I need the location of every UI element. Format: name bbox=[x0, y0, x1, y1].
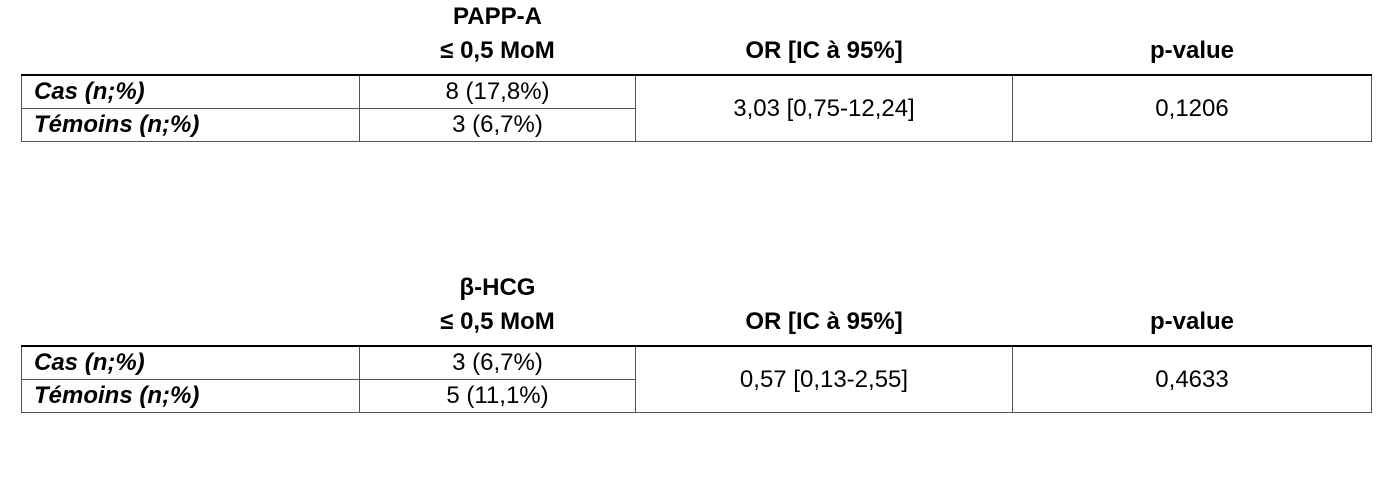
papp-a-table bbox=[21, 0, 1372, 142]
marker-threshold: ≤ 0,5 MoM bbox=[440, 37, 555, 64]
cell-value-cas: 3 (6,7%) bbox=[360, 346, 636, 380]
p-value-header: p-value bbox=[1013, 271, 1372, 346]
or-header: OR [IC à 95%] bbox=[636, 271, 1013, 346]
marker-name: β-HCG bbox=[459, 274, 536, 301]
beta-hcg-table-block bbox=[21, 271, 1371, 413]
marker-header bbox=[360, 0, 636, 75]
beta-hcg-table bbox=[21, 271, 1372, 413]
row-label-temoins: Témoins (n;%) bbox=[22, 109, 360, 142]
row-label-temoins: Témoins (n;%) bbox=[22, 380, 360, 413]
table-row bbox=[22, 346, 1372, 380]
cell-value-temoins: 5 (11,1%) bbox=[360, 380, 636, 413]
or-header: OR [IC à 95%] bbox=[636, 0, 1013, 75]
empty-header-cell bbox=[22, 0, 360, 75]
empty-header-cell bbox=[22, 271, 360, 346]
marker-name: PAPP-A bbox=[453, 3, 542, 30]
table-row bbox=[22, 75, 1372, 109]
row-label-cas: Cas (n;%) bbox=[22, 75, 360, 109]
row-label-cas: Cas (n;%) bbox=[22, 346, 360, 380]
cell-value-temoins: 3 (6,7%) bbox=[360, 109, 636, 142]
papp-a-table-block bbox=[21, 0, 1371, 142]
marker-header bbox=[360, 271, 636, 346]
table-header-row bbox=[22, 0, 1372, 75]
marker-threshold: ≤ 0,5 MoM bbox=[440, 308, 555, 335]
or-value: 3,03 [0,75-12,24] bbox=[636, 75, 1013, 142]
or-value: 0,57 [0,13-2,55] bbox=[636, 346, 1013, 413]
p-value: 0,1206 bbox=[1013, 75, 1372, 142]
table-header-row bbox=[22, 271, 1372, 346]
p-value: 0,4633 bbox=[1013, 346, 1372, 413]
cell-value-cas: 8 (17,8%) bbox=[360, 75, 636, 109]
p-value-header: p-value bbox=[1013, 0, 1372, 75]
